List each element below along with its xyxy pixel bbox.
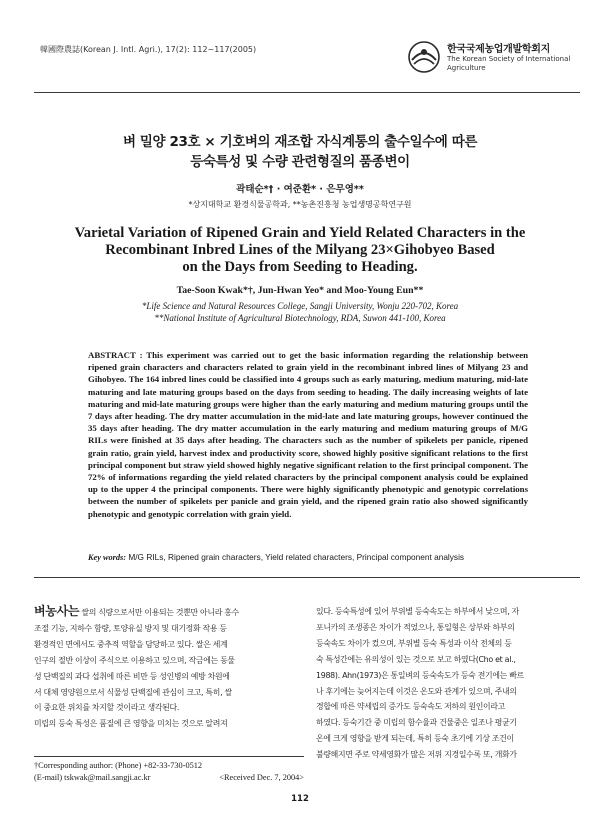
body-left-line: 이 중요한 위치를 차지할 것이라고 생각된다. — [34, 703, 180, 713]
society-name-korean: 한국국제농업개발학회지 — [447, 44, 550, 55]
korean-title-line1: 벼 밀양 23호 × 기호벼의 재조합 자식계통의 출수일수에 따른 — [122, 134, 478, 150]
keywords-label: Key words: — [88, 553, 127, 562]
body-right-column — [316, 604, 580, 763]
abstract-text: This experiment was carried out to get the basic information regarding the relationship between ripened grain characters and characters related to grain yield in the recombinant inbred lines of Milyang 23 and Gihobyeo. The 164 inbred lines could be classified into 4 groups such as early maturing, medium maturing, mid-late maturing and late maturing groups based on the days from seeding to heading. The daily increasing weights of late maturing and mid-late maturing groups were higher than the early maturing and medium maturing groups until the 7 days after heading. The dry matter accumulation in the mid-late and late maturing groups, however continued the 35 days after heading. The dry matter accumulation in the early maturing and medium maturing groups of M/G RILs were finished at 35 days after heading. The characters such as the number of spikelets per panicle, ripened grain ratio, grain yield, harvest index and productivity score, showed highly positive significant relations to the first principal component but straw yield showed highly negative significant relation to the first principal component. The 72% of informations regarding the yield related characters by the principal component analysis could be explained up to the upper 4 the principal components. There were highly significantly phenotypic and genotypic correlations between the number of spikelets per panicle and grain yield, and the ripened grain ratio also showed significantly phenotypic and genotypic correlation with grain yield. — [88, 350, 528, 519]
body-right-line: 1988). Ahn(1973)은 통일벼의 등숙속도가 등숙 전기에는 빠르 — [316, 670, 524, 680]
body-left-line: 성 단백질의 과다 섭취에 따른 비만 등 성인병의 예방 차원에 — [34, 671, 230, 681]
body-right-line: 등숙속도 차이가 컸으며, 부위별 등숙 특성과 이삭 전체의 등 — [316, 638, 512, 648]
body-right-line: 경합에 따른 약세립의 증가도 등숙속도 저하의 원인이라고 — [316, 702, 505, 712]
body-right-line: 있다. 등숙특성에 있어 부위별 등숙속도는 하부에서 낮으며, 자 — [316, 607, 519, 616]
abstract-rule — [34, 577, 580, 578]
korean-affiliations: *상지대학교 환경식물공학과, **농촌진흥청 농업생명공학연구원 — [188, 200, 412, 209]
society-logo — [407, 40, 577, 82]
english-affiliation-line2: **National Institute of Agricultural Biotechnology, RDA, Suwon 441-100, Korea — [154, 313, 446, 323]
body-left-line: 미립의 등숙 특성은 품질에 큰 영향을 미치는 것으로 알려져 — [34, 719, 228, 729]
body-left-line: 조절 기능, 지하수 함량, 토양유실 방지 및 대기정화 작용 등 — [34, 623, 227, 633]
body-left-line: 서 대체 영양원으로서 식물성 단백질에 관심이 크고, 특히, 쌀 — [34, 687, 232, 697]
journal-citation: 韓國際農誌(Korean J. Intl. Agri.), 17(2): 112~117(2005) — [40, 45, 257, 54]
body-right-line: 포니카의 조생종은 차이가 적었으나, 통일형은 상부와 하부의 — [316, 622, 515, 632]
abstract — [88, 349, 528, 520]
society-emblem-icon — [407, 40, 441, 74]
body-right-line: 온에 크게 영향을 받게 되는데, 특히 등숙 초기에 기상 조건이 — [316, 734, 514, 744]
body-right-line: 숙 특성간에는 유의성이 있는 것으로 보고 하였다(Cho et al., — [316, 654, 516, 664]
keywords — [88, 552, 538, 562]
footnote-email: (E-mail) tskwak@mail.sangji.ac.kr — [34, 773, 151, 782]
english-title-line3: on the Days from Seeding to Heading. — [182, 259, 418, 275]
english-title-line1: Varietal Variation of Ripened Grain and Yield Related Characters in the — [74, 225, 526, 241]
english-title-line2: Recombinant Inbred Lines of the Milyang 23×Gihobyeo Based — [105, 242, 495, 258]
body-left-line: 벼농사는 쌀의 식량으로서만 이용되는 것뿐만 아니라 홍수 — [34, 604, 239, 618]
society-name-english-line1: The Korean Society of International — [447, 55, 571, 63]
body-left-line: 인구의 절반 이상이 주식으로 이용하고 있으며, 작금에는 동물 — [34, 655, 235, 665]
english-authors: Tae-Soon Kwak*†, Jun-Hwan Yeo* and Moo-Young Eun** — [176, 285, 424, 296]
korean-authors: 곽태순*† · 여준환* · 은무영** — [236, 184, 364, 195]
header-rule — [34, 92, 580, 93]
footnote — [34, 760, 304, 784]
keywords-text: M/G RILs, Ripened grain characters, Yield related characters, Principal component analysis — [128, 552, 465, 562]
page-number: 112 — [291, 794, 309, 804]
body-left-column — [34, 604, 304, 732]
society-name-english-line2: Agriculture — [447, 64, 486, 72]
abstract-label: ABSTRACT : — [88, 350, 143, 360]
body-right-line: 불량해지면 주로 약세영화가 많은 저위 지경일수록 또, 개화가 — [316, 750, 517, 760]
body-right-line: 나 후기에는 늦어지는데 이것은 온도와 관계가 있으며, 주내의 — [316, 686, 517, 696]
footnote-rule — [34, 756, 304, 757]
body-left-line: 환경적인 면에서도 중추적 역할을 담당하고 있다. 쌀은 세계 — [34, 639, 228, 649]
body-lead-word: 벼농사는 — [34, 604, 80, 618]
footnote-corresponding-author: †Corresponding author: (Phone) +82-33-730-0512 — [34, 761, 203, 770]
footnote-received-date: <Received Dec. 7, 2004> — [219, 773, 304, 782]
body-right-line: 하였다. 등숙기간 중 미립의 함수율과 건물중은 일조나 평균기 — [316, 718, 517, 728]
english-affiliation-line1: *Life Science and Natural Resources College, Sangji University, Wonju 220-702, Korea — [141, 301, 459, 311]
korean-title-line2: 등숙특성 및 수량 관련형질의 품종변이 — [190, 154, 410, 170]
